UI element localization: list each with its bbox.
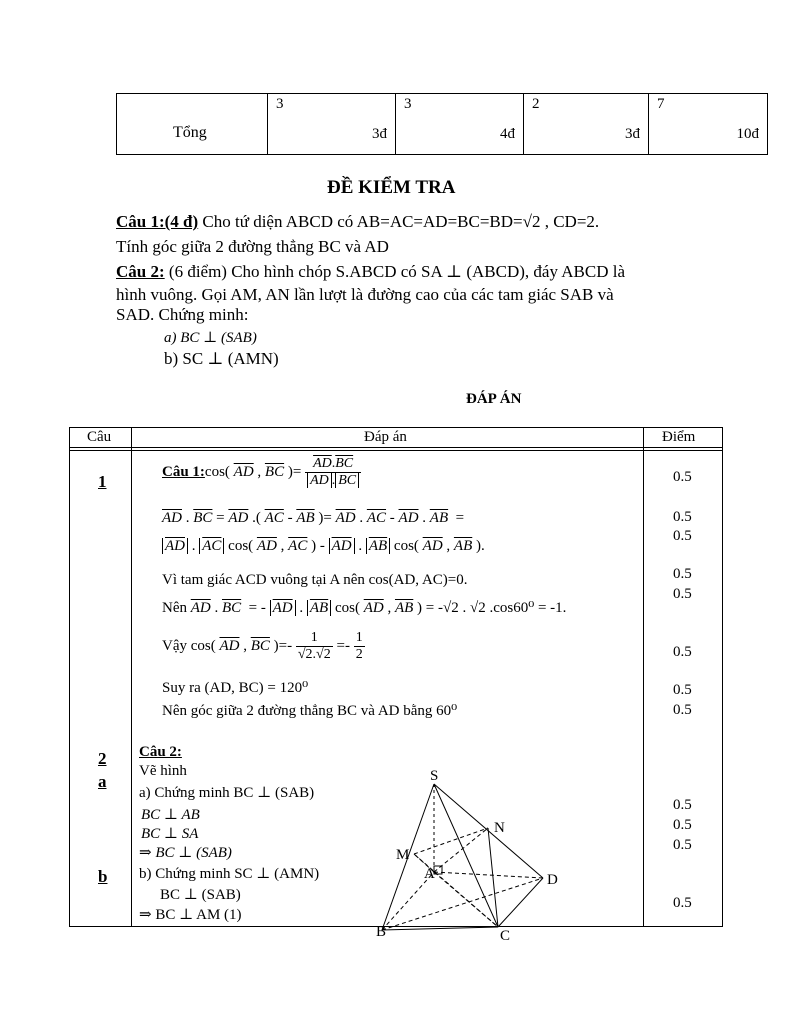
summary-cell-1: [268, 94, 396, 155]
q2-a-line: a) Chứng minh BC ⊥ (SAB): [139, 785, 315, 801]
q2-line2: hình vuông. Gọi AM, AN lần lượt là đường cao của các tam giác SAB và: [116, 285, 614, 304]
q2-part-b: b) SC ⊥ (AMN): [164, 349, 279, 368]
segment-AN: [434, 828, 488, 872]
label-C: C: [500, 928, 511, 944]
label-D: D: [547, 872, 558, 888]
q1-line2: Tính góc giữa 2 đường thẳng BC và AD: [116, 237, 389, 256]
pyramid-figure: [360, 760, 580, 950]
score: 0.5: [673, 682, 692, 698]
q1-answer-line6: Nên $\overline{AD}$ . $\overline{BC}$ = - $\overline{AD}$ . $\overline{AB}$ cos( $\overline{AD}$ , $\overline{AB}$ ) = -√2 . √2 .cos60⁰ = -1.: [162, 600, 567, 616]
q2-b-line: b) Chứng minh SC ⊥ (AMN): [139, 866, 320, 882]
q1-answer-line7: Vậy cos( $\overline{AD}$ , $\overline{BC}$ )=- $\frac{1}{√2.√2}$ =- $\frac{1}{2}$: [162, 630, 363, 662]
col-answer-header: Đáp án: [364, 429, 407, 445]
label-M: M: [396, 847, 410, 863]
label-S: S: [430, 768, 439, 784]
score: 0.5: [673, 566, 692, 582]
q2-label: Câu 2:: [116, 262, 165, 281]
q1-answer-line9: Nên góc giữa 2 đường thẳng BC và AD bằng 60⁰: [162, 703, 458, 719]
col-divider-1: [131, 427, 132, 926]
label-B: B: [376, 924, 387, 940]
score: 0.5: [673, 644, 692, 660]
score: 0.5: [673, 895, 692, 911]
q2-text: (6 điểm) Cho hình chóp S.ABCD có SA ⊥ (ABCD), đáy ABCD là: [164, 262, 626, 281]
score: 0.5: [673, 509, 692, 525]
half-fraction: $\frac{1}{2}$: [355, 630, 363, 662]
segment-MN: [414, 828, 488, 854]
q2-a-step1: BC ⊥ AB: [141, 807, 200, 823]
q2-b-step1: BC ⊥ (SAB): [160, 887, 241, 903]
q1-answer-line5: Vì tam giác ACD vuông tại A nên cos(AD, AC)=0.: [162, 572, 468, 588]
cell-count: 2: [532, 96, 540, 112]
header-divider-double: [69, 450, 722, 451]
score: 0.5: [673, 837, 692, 853]
answer-q2-num: 2: [98, 749, 107, 768]
q2-answer-head: Câu 2:: [139, 744, 182, 760]
score: 0.5: [673, 528, 692, 544]
score: 0.5: [673, 586, 692, 602]
q1-answer-line3: $\overline{AD}$ . $\overline{AC}$ cos( $\overline{AD}$ , $\overline{AC}$ ) - $\overline{AD}$ . $\overline{AB}$ cos( $\overline{AD}$ , $\overline{AB}$ ).: [162, 538, 485, 555]
edge-AD: [434, 872, 543, 878]
q1-answer-line2: $\overline{AD}$ . $\overline{BC} = \overline{AD}$ .( $\overline{AC} - \overline{AB}$ )= $\overline{AD}$ . $\overline{AC} - \overline{AD}$ . $\overline{AB}$ =: [162, 510, 465, 526]
q1-answer-line1: Câu 1:cos( $\overline{AD}$ , $\overline{BC}$ )= $\frac{\overline{AD}.\overline{BC}}{\overline{AD} . \overline{BC}}$: [162, 456, 361, 489]
summary-row-label: Tổng: [173, 124, 207, 141]
cell-points: 4đ: [500, 126, 515, 142]
summary-cell-4: [649, 94, 768, 155]
exam-title: ĐỀ KIỂM TRA: [327, 177, 456, 198]
edge-CD: [498, 878, 543, 927]
cos-fraction: $\frac{\overline{AD}.\overline{BC}}{\overline{AD} . \overline{BC}}$: [305, 456, 361, 489]
q2-line3: SAD. Chứng minh:: [116, 305, 249, 324]
col-question-header: Câu: [87, 429, 112, 445]
score: 0.5: [673, 797, 692, 813]
q2-part-a: a) BC ⊥ (SAB): [164, 330, 257, 346]
answer-q2a-num: a: [98, 772, 107, 791]
q1-answer-line8: Suy ra (AD, BC) = 120⁰: [162, 680, 309, 696]
q2-line: [116, 262, 625, 282]
score: 0.5: [673, 817, 692, 833]
label-A: A: [424, 866, 435, 882]
q2-b-step2: ⇒ BC ⊥ AM (1): [139, 907, 242, 923]
summary-cell-3: [524, 94, 649, 155]
q1-answer-head: Câu 1:: [162, 463, 205, 480]
q1-text: Cho tứ diện ABCD có AB=AC=AD=BC=BD=√2 , CD=2.: [198, 212, 600, 231]
summary-cell-2: [396, 94, 524, 155]
cell-points: 10đ: [736, 126, 759, 142]
cell-count: 3: [404, 96, 412, 112]
edge-BC: [382, 927, 498, 930]
label-N: N: [494, 820, 505, 836]
summary-table: [116, 93, 768, 155]
neg-fraction: $\frac{1}{√2.√2}$: [297, 630, 331, 662]
q2-a-step3: ⇒ BC ⊥ (SAB): [139, 845, 232, 861]
edge-SC: [434, 784, 498, 927]
q2-a-step2: BC ⊥ SA: [141, 826, 199, 842]
score: 0.5: [673, 469, 692, 485]
cell-count: 7: [657, 96, 665, 112]
summary-label-cell: [117, 94, 268, 155]
answer-q1-num: 1: [98, 472, 107, 491]
segment-NC: [488, 828, 498, 927]
cell-points: 3đ: [372, 126, 387, 142]
header-divider: [69, 447, 722, 448]
answer-title: ĐÁP ÁN: [466, 391, 522, 407]
col-divider-2: [643, 427, 644, 926]
q1-line: [116, 212, 599, 232]
score: 0.5: [673, 702, 692, 718]
q2-draw: Vẽ hình: [139, 763, 187, 779]
q1-label: Câu 1:(4 đ): [116, 212, 199, 231]
cell-points: 3đ: [625, 126, 640, 142]
col-score-header: Điểm: [662, 429, 696, 445]
cell-count: 3: [276, 96, 284, 112]
answer-q2b-num: b: [98, 867, 108, 886]
